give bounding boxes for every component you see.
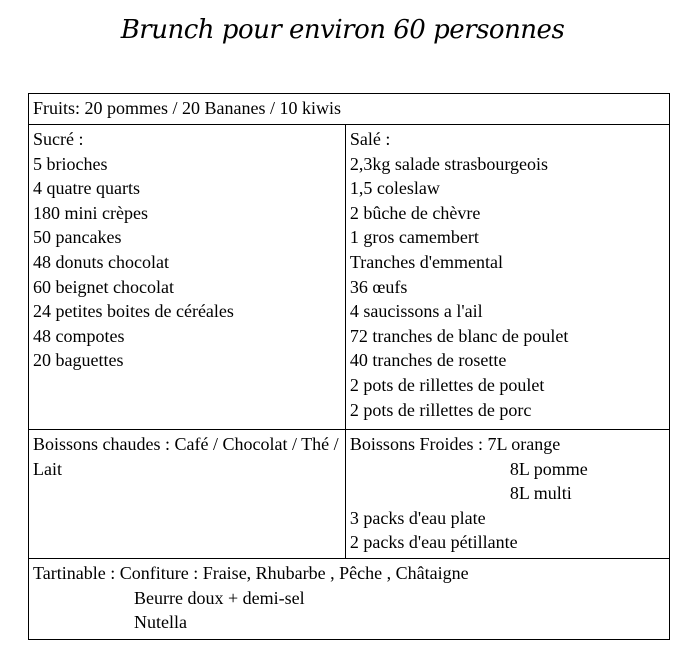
- spread-cell: [29, 559, 670, 640]
- spread-row: [29, 559, 670, 640]
- sucre-item: 5 brioches: [33, 153, 108, 174]
- sale-item: 40 tranches de rosette: [349, 350, 507, 371]
- sucre-item: 4 quatre quarts: [33, 178, 140, 199]
- sale-heading: Salé :: [349, 129, 391, 149]
- sale-item: 1 gros camembert: [349, 227, 479, 248]
- sale-item: 4 saucissons a l'ail: [349, 301, 483, 322]
- sucre-item: 60 beignet chocolat: [33, 276, 174, 297]
- hot-drinks-text: Boissons chaudes : Café / Chocolat / Thé / Lait: [33, 434, 339, 479]
- spread-item: Beurre doux + demi-sel: [134, 587, 305, 608]
- fruits-row: [29, 94, 670, 125]
- sucre-item: 50 pancakes: [33, 227, 122, 248]
- sucre-heading: Sucré :: [33, 129, 84, 149]
- sucre-item: 24 petites boites de céréales: [33, 301, 234, 322]
- fruits-text: Fruits: 20 pommes / 20 Bananes / 10 kiwis: [33, 98, 341, 118]
- cold-drinks-cell: [345, 430, 669, 559]
- sale-item: 2,3kg salade strasbourgeois: [349, 153, 549, 174]
- sale-item: Tranches d'emmental: [349, 251, 503, 272]
- sale-item: 36 œufs: [349, 276, 408, 297]
- spread-first-line: Tartinable : Confiture : Fraise, Rhubarbe , Pêche , Châtaigne: [33, 563, 469, 583]
- sale-item: 2 pots de rillettes de poulet: [349, 374, 545, 395]
- sale-item: 1,5 coleslaw: [349, 178, 440, 199]
- sucre-cell: [29, 125, 346, 430]
- sucre-item: 20 baguettes: [33, 350, 124, 371]
- water-item: 3 packs d'eau plate: [349, 507, 486, 528]
- fruits-cell: [29, 94, 670, 125]
- water-item: 2 packs d'eau pétillante: [349, 532, 518, 553]
- cold-drink-item: 8L multi: [509, 483, 572, 504]
- cold-drinks-first-line: Boissons Froides : 7L orange: [349, 434, 561, 454]
- hot-drinks-cell: [29, 430, 346, 559]
- cold-drink-item: 8L pomme: [509, 458, 588, 479]
- sale-cell: [345, 125, 669, 430]
- spread-item: Nutella: [134, 612, 187, 633]
- sucre-item: 48 compotes: [33, 325, 125, 346]
- sucre-item: 180 mini crèpes: [33, 202, 148, 223]
- brunch-table: [28, 93, 670, 640]
- drinks-row: [29, 430, 670, 559]
- sale-item: 72 tranches de blanc de poulet: [349, 325, 569, 346]
- sucre-item: 48 donuts chocolat: [33, 251, 169, 272]
- sale-item: 2 bûche de chèvre: [349, 202, 481, 223]
- food-row: [29, 125, 670, 430]
- sale-item: 2 pots de rillettes de porc: [349, 399, 532, 420]
- document-title: Brunch pour environ 60 personnes: [120, 15, 565, 45]
